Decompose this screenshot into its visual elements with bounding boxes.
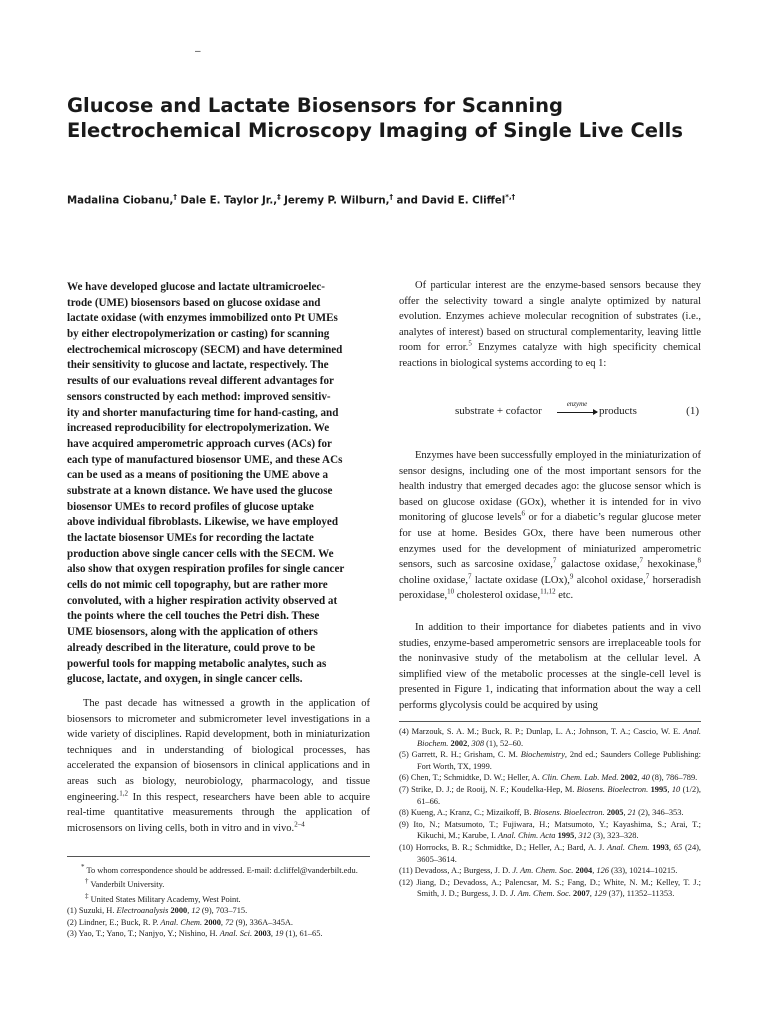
abstract-line: the lactate biosensor UMEs for recording the lactate	[67, 532, 314, 544]
affiliation-note	[67, 876, 370, 890]
reference-item	[399, 807, 701, 819]
paragraph-text: choline oxidase,	[399, 574, 468, 586]
ref-authors: Suzuki, H.	[76, 906, 117, 916]
ref-year: 2004	[573, 866, 593, 876]
ref-rest: (37), 11352–11353.	[606, 889, 675, 899]
abstract-line: can be used as a means of positioning the UME above a	[67, 469, 329, 482]
ref-volume: , 10	[667, 784, 681, 794]
reference-item	[399, 784, 701, 807]
paragraph-text: etc.	[555, 590, 574, 602]
paragraph-text: alcohol oxidase,	[573, 574, 646, 586]
abstract-line: trode (UME) biosensors based on glucose oxidase and	[67, 296, 321, 309]
ref-volume: , 126	[592, 866, 609, 876]
reference-item	[399, 726, 701, 749]
reference-item	[399, 819, 701, 842]
ref-volume: , 312	[574, 831, 592, 841]
footnote-divider	[399, 721, 701, 722]
ref-authors: Kueng, A.; Kranz, C.; Mizaikoff, B.	[408, 808, 534, 818]
ref-journal: Anal. Chem.	[607, 842, 650, 852]
paragraph-text: or for a diabetic’s regular glucose meter for use at home. Besides GOx, there have been numerous other enzymes used for the development of miniaturized amperometric sensors, such as sarcosine oxidase,	[399, 512, 702, 571]
footnote-mark: ‡	[85, 891, 89, 900]
citation-mark: 2–4	[294, 820, 305, 829]
paragraph-text: cholesterol oxidase,	[454, 590, 541, 602]
ref-year: 2005	[604, 808, 624, 818]
ref-number: (6)	[399, 773, 409, 783]
paragraph-text: Of particular interest are the enzyme-based sensors because they offer the selectivity toward a single analyte optimized by natural evolution. Enzymes achieve molecular recognition of substrates (i.e., analytes of interest) based on structural complementarity, leaving little room for error.	[399, 280, 701, 354]
citation-mark: 7	[552, 556, 557, 565]
reference-item	[67, 917, 370, 929]
author-name: Madalina Ciobanu,	[67, 195, 174, 207]
ref-rest: (24), 3605–3614.	[417, 842, 702, 864]
abstract-line: the points where the cell touches the Petri dish. These	[67, 610, 320, 623]
body-paragraph	[399, 278, 701, 372]
ref-authors: Yao, T.; Yano, T.; Nanjyo, Y.; Nishino, H.	[76, 929, 220, 939]
paragraph-text: galactose oxidase,	[556, 559, 640, 571]
ref-volume: , 129	[589, 889, 607, 899]
affiliation-mark: *,†	[505, 193, 516, 201]
ref-authors: Strike, D. J.; de Rooij, N. F.; Koudelka-Hep, M.	[408, 784, 577, 794]
body-paragraph	[399, 448, 701, 604]
ref-volume: , 65	[668, 842, 683, 852]
ref-authors: Ito, N.; Matsumoto, T.; Fujiwara, H.; Matsumoto, Y.; Kayashima, S.; Arai, T.; Kikuchi, M.; Karube, I.	[408, 819, 701, 841]
abstract-line: already described in the literature, could prove to be	[67, 641, 316, 654]
ref-volume: , 40	[637, 773, 650, 783]
ref-rest: (1), 61–65.	[283, 929, 323, 939]
equation-1	[399, 398, 701, 428]
ref-volume: , 19	[270, 929, 284, 939]
ref-rest: (1/2), 61–66.	[417, 784, 702, 806]
ref-authors: Chen, T.; Schmidtke, D. W.; Heller, A.	[408, 773, 542, 783]
ref-journal: Anal. Sci.	[219, 929, 253, 939]
equation-lhs: substrate + cofactor	[455, 405, 542, 417]
paragraph-text: hexokinase,	[642, 559, 698, 571]
ref-number: (7)	[399, 784, 409, 794]
affiliation-mark: †	[173, 193, 177, 201]
ref-year: 2002	[448, 738, 468, 748]
author-name: and David E. Cliffel	[396, 195, 506, 207]
reference-item	[399, 842, 701, 865]
top-mark: –	[195, 46, 201, 57]
citation-mark: 8	[697, 556, 701, 565]
ref-journal: Biosens. Bioelectron.	[576, 784, 649, 794]
abstract-line: by either electropolymerization or casting) for scanning	[67, 328, 330, 341]
ref-year: 2002	[618, 773, 638, 783]
ref-year: 2003	[252, 929, 271, 939]
abstract-line: UME biosensors, along with the application of others	[67, 626, 318, 639]
abstract-line: We have developed glucose and lactate ultramicroelec-	[67, 281, 325, 293]
paragraph-text: Enzymes have been successfully employed in the miniaturization of sensor designs, including one of the most important sensors for the health industry that emerged decades ago: the glucose sensor which is based on glucose oxidase (GOx), whether it is intended for in vivo monitoring of glucose levels	[399, 450, 701, 524]
author-name: Dale E. Taylor Jr.,	[180, 195, 278, 207]
footnote-mark: †	[85, 877, 89, 886]
citation-mark: 9	[569, 572, 574, 581]
citation-mark: 6	[521, 509, 525, 518]
abstract-line: ity and shorter manufacturing time for hand-casting, and	[67, 406, 339, 419]
ref-number: (8)	[399, 808, 409, 818]
footnote-text: Vanderbilt University.	[88, 880, 165, 890]
intro-text: The past decade has witnessed a growth in the application of biosensors to micrometer and submicrometer level investigations in a wide variety of disciplines. Rapid development, both in miniaturization techniques and in understanding of biological processes, has accelerated the expansion of biosensors in clinical applications and in areas such as biology, neurobiology, pharmacology, and tissue engineering.	[67, 698, 370, 803]
ref-year: 2000	[168, 906, 188, 916]
ref-volume: , 21	[623, 808, 637, 818]
ref-year: 1995	[648, 784, 668, 794]
ref-authors: Jiang, D.; Devadoss, A.; Palencsar, M. S.; Fang, D.; White, N. M.; Kelley, T. J.; Smith, J. D.; Burgess, J. D.	[412, 877, 701, 899]
ref-journal: Clin. Chem. Lab. Med.	[541, 773, 619, 783]
intro-text: In this respect, researchers have been able to acquire real-time quantitative measurements through the application of microsensors on living cells, both in vitro and in vivo.	[67, 791, 370, 834]
ref-authors: Lindner, E.; Buck, R. P.	[76, 917, 161, 927]
abstract-line: convoluted, with a higher respiration activity observed at	[67, 594, 338, 607]
abstract-line: substrate at a known distance. We have used the glucose	[67, 484, 333, 497]
reference-item	[399, 877, 701, 900]
ref-authors: Garrett, R. H.; Grisham, C. M.	[408, 750, 521, 760]
abstract-line: also show that oxygen respiration profiles for single cancer	[67, 563, 345, 576]
reference-item	[399, 865, 701, 877]
footnote-text: United States Military Academy, West Point.	[88, 894, 241, 904]
equation-number: (1)	[686, 405, 699, 417]
ref-volume: , 308	[467, 738, 484, 748]
abstract-line: have acquired amperometric approach curves (ACs) for	[67, 437, 332, 450]
ref-rest: , 2nd ed.; Saunders College Publishing: Fort Worth, TX, 1999.	[417, 750, 701, 771]
abstract-line: production above single cancer cells with the SECM. We	[67, 547, 334, 560]
citation-mark: 10	[447, 587, 455, 596]
ref-number: (9)	[399, 819, 409, 829]
intro-paragraph	[67, 696, 370, 836]
author-list	[67, 193, 707, 206]
abstract-line: lactate oxidase (with enzymes immobilized onto Pt UMEs	[67, 312, 338, 325]
ref-volume: , 72	[220, 917, 234, 927]
abstract-line: biosensor UMEs to record profiles of glucose uptake	[67, 500, 314, 513]
ref-number: (12)	[399, 877, 413, 887]
paragraph-text: Enzymes catalyze with high specificity chemical reactions in biological systems according to eq 1:	[399, 342, 701, 369]
ref-journal: Electroanalysis	[116, 906, 169, 916]
ref-year: 2007	[570, 889, 590, 899]
abstract-line: above individual fibroblasts. Likewise, we have employed	[67, 516, 339, 529]
ref-rest: (2), 346–353.	[636, 808, 684, 818]
abstract	[67, 280, 370, 688]
abstract-line: their sensitivity to glucose and lactate, respectively. The	[67, 359, 329, 372]
ref-number: (2)	[67, 917, 77, 927]
ref-journal: Anal. Biochem.	[417, 727, 701, 748]
reference-item	[399, 749, 701, 772]
ref-number: (4)	[399, 727, 409, 736]
affiliation-mark: ‡	[277, 193, 281, 201]
abstract-line: electrochemical microscopy (SECM) and have determined	[67, 343, 343, 356]
footnote-text: To whom correspondence should be addressed. E-mail: d.cliffel@vanderbilt.edu.	[84, 865, 358, 875]
citation-mark: 5	[468, 339, 472, 348]
equation-rhs: products	[599, 405, 637, 417]
citation-mark: 7	[467, 572, 472, 581]
citation-mark: 1,2	[119, 789, 128, 798]
correspondence-note	[67, 862, 370, 876]
reaction-arrow	[557, 400, 597, 413]
ref-authors: Horrocks, B. R.; Schmidtke, D.; Heller, A.; Bard, A. J.	[412, 842, 608, 852]
arrow-label: enzyme	[566, 400, 588, 408]
affiliation-mark: †	[389, 193, 393, 201]
arrow-icon	[557, 412, 597, 413]
ref-journal: Biosens. Bioelectron.	[533, 808, 605, 818]
reference-item	[399, 772, 701, 784]
abstract-line: cells do not mimic cell topography, but are rather more	[67, 579, 328, 592]
ref-journal: Biochemistry	[520, 750, 565, 760]
footnote-mark: *	[81, 863, 85, 871]
ref-authors: Devadoss, A.; Burgess, J. D.	[412, 866, 513, 876]
ref-rest: (9), 336A–345A.	[233, 917, 294, 927]
ref-journal: J. Am. Chem. Soc.	[509, 889, 571, 899]
citation-mark: 7	[639, 556, 643, 565]
article-title: Glucose and Lactate Biosensors for Scanning Electrochemical Microscopy Imaging of Single Live Cells	[67, 94, 683, 142]
paragraph-text: horseradish peroxidase,	[399, 574, 701, 602]
ref-journal: J. Am. Chem. Soc.	[512, 866, 574, 876]
paragraph-text: lactate oxidase (LOx),	[471, 574, 570, 586]
ref-number: (3)	[67, 929, 77, 939]
ref-number: (10)	[399, 842, 413, 852]
ref-rest: (33), 10214–10215.	[608, 866, 678, 876]
footnotes-left	[67, 862, 370, 940]
abstract-line: increased reproducibility for electropolymerization. We	[67, 422, 330, 435]
ref-number: (5)	[399, 750, 409, 760]
footnote-divider	[67, 856, 370, 857]
abstract-line: results of our evaluations reveal different advantages for	[67, 375, 334, 388]
abstract-line: sensors constructed by each method: improved sensitiv-	[67, 390, 331, 403]
ref-year: 2000	[202, 917, 221, 927]
ref-year: 1993	[649, 842, 669, 852]
reference-item	[67, 928, 370, 940]
ref-number: (11)	[399, 866, 413, 876]
reference-item	[67, 905, 370, 917]
ref-year: 1995	[555, 831, 575, 841]
ref-rest: (3), 323–328.	[591, 831, 639, 841]
affiliation-note	[67, 891, 370, 905]
citation-mark: 11,12	[540, 587, 556, 596]
abstract-line: each type of manufactured biosensor UME, and these ACs	[67, 453, 343, 466]
abstract-line: powerful tools for mapping metabolic analytes, such as	[67, 657, 327, 670]
ref-journal: Anal. Chem.	[160, 917, 203, 927]
ref-rest: (9), 703–715.	[199, 906, 248, 916]
footnotes-right	[399, 726, 701, 900]
ref-authors: Marzouk, S. A. M.; Buck, R. P.; Dunlap, L. A.; Johnson, T. A.; Cascio, W. E.	[408, 727, 684, 736]
ref-journal: Anal. Chim. Acta	[497, 831, 556, 841]
ref-number: (1)	[67, 906, 77, 916]
ref-rest: (1), 52–60.	[484, 738, 524, 748]
ref-volume: , 12	[187, 906, 200, 916]
citation-mark: 7	[645, 572, 650, 581]
abstract-line: glucose, lactate, and oxygen, in single cancer cells.	[67, 673, 303, 686]
ref-rest: (8), 786–789.	[649, 773, 698, 783]
body-paragraph: In addition to their importance for diabetes patients and in vivo studies, enzyme-based amperometric sensors are irreplaceable tools for the noninvasive study of the metabolism at the cellular level. A simplified view of the metabolic processes at the single-cell level is presented in Figure 1, indicating that information about the way a cell performs glycolysis could be acquired by using	[399, 622, 701, 711]
author-name: Jeremy P. Wilburn,	[284, 195, 390, 207]
